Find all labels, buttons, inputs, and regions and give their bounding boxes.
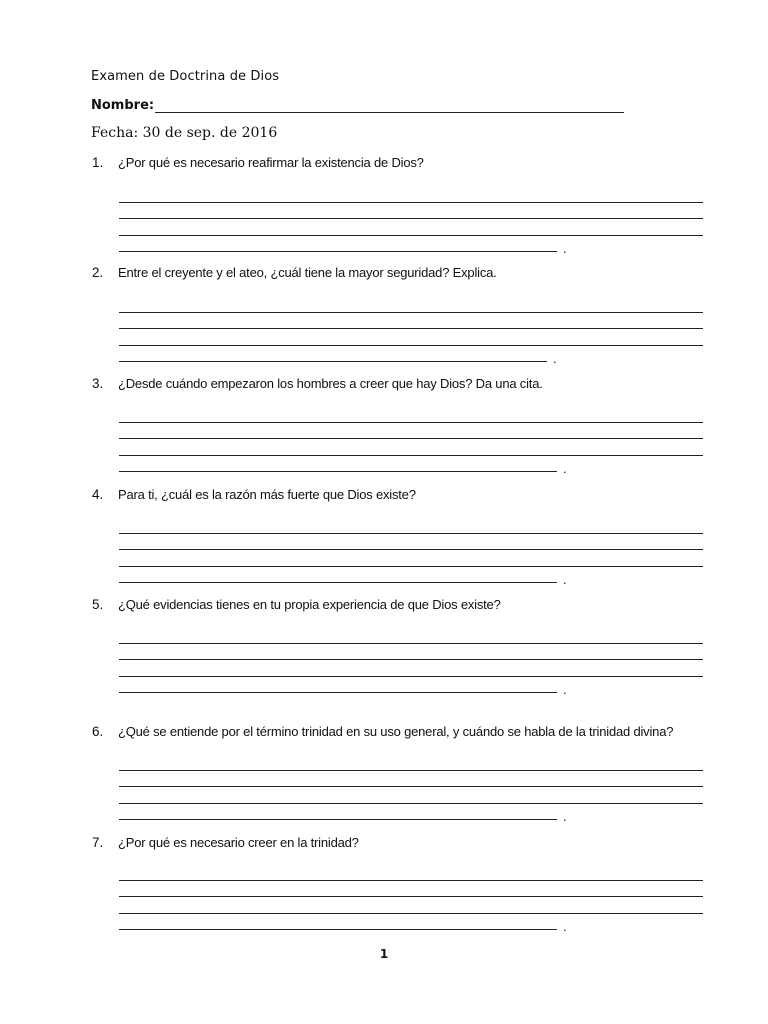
name-field xyxy=(91,98,624,113)
answer-line xyxy=(119,929,557,930)
answer-line xyxy=(119,533,703,534)
question-number: 1. xyxy=(92,155,104,170)
answer-line xyxy=(119,345,703,346)
question-text: ¿Qué se entiende por el término trinidad en su uso general, y cuándo se habla de la trinidad divina? xyxy=(118,724,674,739)
answer-line xyxy=(119,880,703,881)
answer-line xyxy=(119,896,703,897)
answer-line xyxy=(119,803,703,804)
answer-end-mark: . xyxy=(563,461,567,476)
exam-title: Examen de Doctrina de Dios xyxy=(91,69,280,84)
answer-end-mark: . xyxy=(563,682,567,697)
answer-line xyxy=(119,328,703,329)
question-number: 7. xyxy=(92,835,104,850)
answer-line xyxy=(119,786,703,787)
question-text: ¿Qué evidencias tienes en tu propia experiencia de que Dios existe? xyxy=(118,597,501,612)
question-number: 5. xyxy=(92,597,104,612)
name-blank-line xyxy=(155,99,624,113)
answer-line xyxy=(119,235,703,236)
answer-line xyxy=(119,549,703,550)
answer-line xyxy=(119,202,703,203)
answer-line xyxy=(119,643,703,644)
name-label: Nombre: xyxy=(91,98,155,113)
exam-date: Fecha: 30 de sep. de 2016 xyxy=(91,125,278,141)
answer-line xyxy=(119,218,703,219)
answer-end-mark: . xyxy=(563,241,567,256)
answer-line xyxy=(119,471,557,472)
answer-line xyxy=(119,251,557,252)
question-number: 4. xyxy=(92,487,104,502)
question-text: Para ti, ¿cuál es la razón más fuerte que Dios existe? xyxy=(118,487,416,502)
question-text: ¿Por qué es necesario creer en la trinidad? xyxy=(118,835,359,850)
question-text: ¿Desde cuándo empezaron los hombres a creer que hay Dios? Da una cita. xyxy=(118,376,543,391)
answer-end-mark: . xyxy=(563,919,567,934)
answer-end-mark: . xyxy=(553,351,557,366)
answer-line xyxy=(119,582,557,583)
answer-line xyxy=(119,659,703,660)
question-number: 2. xyxy=(92,265,104,280)
question-text: Entre el creyente y el ateo, ¿cuál tiene la mayor seguridad? Explica. xyxy=(118,265,497,280)
question-number: 6. xyxy=(92,724,104,739)
answer-line xyxy=(119,819,557,820)
page-number: 1 xyxy=(379,947,389,961)
answer-line xyxy=(119,770,703,771)
answer-line xyxy=(119,692,557,693)
answer-line xyxy=(119,676,703,677)
question-text: ¿Por qué es necesario reafirmar la existencia de Dios? xyxy=(118,155,424,170)
answer-end-mark: . xyxy=(563,572,567,587)
answer-line xyxy=(119,913,703,914)
answer-end-mark: . xyxy=(563,809,567,824)
answer-line xyxy=(119,438,703,439)
question-number: 3. xyxy=(92,376,104,391)
answer-line xyxy=(119,566,703,567)
answer-line xyxy=(119,361,547,362)
answer-line xyxy=(119,312,703,313)
answer-line xyxy=(119,422,703,423)
answer-line xyxy=(119,455,703,456)
